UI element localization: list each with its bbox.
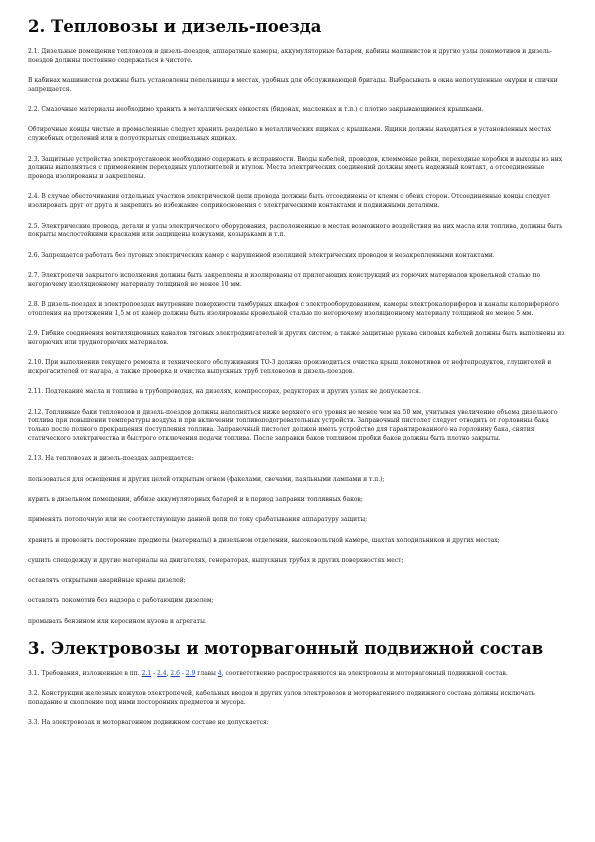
section-2-title: 2. Тепловозы и дизель-поезда [28, 17, 322, 36]
list-item: пользоваться для освещения и других целей открытым огнем (факелами, свечами, паяльными лампами и т.п.); [28, 475, 385, 483]
paragraph: 2.6. Запрещается работать без луговых электрических камер с нарушенной изоляцией электрических проводов и незакрепленными контактами. [28, 251, 495, 259]
paragraph: 3.3. На электровозах и моторвагонном подвижном составе не допускается: [28, 719, 269, 727]
paragraph: 2.8. В дизель-поездах и электропоездах внутренние поверхности тамбурных шкафов с электрооборудованием, камеры электрокалориферов и каналы калориферного отопления на протяжении 1,5 м от камер должны быть изолированы кровельной сталью по негорючему изоляционному материалу толщиной не менее 5 мм. [28, 301, 559, 317]
paragraph: 2.4. В случае обесточивания отдельных участков электрической цепи провода должны быть отсоединены от клемм с обеих сторон. Отсоединенные концы следует изолировать друг от друга и закрепить во избежание соприкосновения с электрическими контактами и подвижными деталями. [28, 193, 551, 210]
link-2-9[interactable]: 2.9 [185, 669, 196, 677]
text-segment: - [179, 669, 186, 677]
list-item: хранить и провозить посторонние предметы (материалы) в дизельном отделении, высоковольтной камере, шахтах холодильников и других местах; [28, 536, 500, 544]
text-segment: , [166, 669, 171, 677]
paragraph: 2.9. Гибкие соединения вентиляционных каналов тяговых электродвигателей и других систем, а также защитные рукава силовых кабелей должны быть выполнены из негорючих или трудногорючих материалов. [28, 330, 565, 346]
paragraph: 3.2. Конструкции железных кожухов электропечей, кабельных вводов и других узлов электровозов и моторвагонного подвижного состава должны исключать попадание и скопление под ними посторонних предметов и мусора. [28, 690, 535, 707]
list-item: промывать бензином или керосином кузова и агрегаты. [28, 617, 207, 625]
link-2-4[interactable]: 2.4 [157, 669, 167, 677]
list-item: применять потопочную или не соответствующую данной цепи по току срабатывания аппаратуру защиты; [28, 516, 368, 524]
paragraph: 2.13. На тепловозах и дизель-поездах запрещается: [28, 455, 194, 463]
paragraph: 2.11. Подтекание масла и топлива в трубопроводах, на дизелях, компрессорах, редукторах и других узлах не допускается. [28, 388, 421, 396]
paragraph: В кабинах машинистов должны быть установлены пепельницы в местах, удобных для обслуживающей бригады. Выбрасывать в окна непотушенные окурки и спички запрещается. [28, 77, 558, 93]
list-item: курить в дизельном помещении, аббизе аккумуляторных батарей и в период заправки топливных баков; [28, 495, 363, 503]
list-item: оставлять локомотив без надзора с работающим дизелем; [28, 597, 214, 605]
list-item: сушить спецодежду и другие материалы на двигателях, генераторах, выпускных трубах и других поверхностях мест; [28, 556, 404, 564]
text-segment: главы [195, 669, 218, 677]
paragraph: 2.10. При выполнении текущего ремонта и технического обслуживания ТО-3 должна производиться очистка крыш локомотивов от нефтепродуктов, глушителей и искрогасителей от нагара, а также проверка и очистка выпускных труб тепловозов и дизель-поездов. [28, 359, 552, 376]
paragraph [28, 670, 569, 679]
paragraph: 2.7. Электропечи закрытого исполнения должны быть закреплены и изолированы от прилегающих конструкций из горючих материалов кровельной сталью по негорючему изоляционному материалу толщиной не менее 10 мм. [28, 271, 541, 288]
paragraph: Обтирочные концы чистые и промасленные следует хранить раздельно в металлических ящиках с крышками. Ящики должны находиться в установленных местах служебных отделений или в полуоткрытых специальных ящиках. [28, 126, 551, 143]
paragraph: 2.5. Электрические провода, детали и узлы электрического оборудования, расположенные в местах возможного воздействия на них масла или топлива, должны быть покрыты маслостойкими красками или защищены кожухами, козырьками и т.п. [28, 222, 563, 239]
list-item: оставлять открытыми аварийные краны дизелей; [28, 577, 186, 585]
document-page [28, 16, 569, 740]
paragraph: 2.1. Дизельные помещения тепловозов и дизель-поездов, аппаратные камеры, аккумуляторные батареи, кабины машинистов и другие узлы локомотивов и дизель-поездов должны постоянно содержаться в чистоте. [28, 48, 552, 64]
section-3-title: 3. Электровозы и моторвагонный подвижной состав [28, 638, 544, 658]
link-2-1[interactable]: 2.1 [141, 669, 152, 677]
link-chapter-4[interactable]: 4 [217, 669, 222, 677]
link-2-6[interactable]: 2.6 [170, 669, 180, 677]
paragraph: 2.3. Защитные устройства электроустановок необходимо содержать в исправности. Вводы кабелей, проводов, клеммовые рейки, переходные коробки и выходы из них должны выполняться с применением переходных уплотнителей и втулок. Места электрических соединений должны иметь надежный контакт, а отсоединенные провода изолированы и закреплены. [28, 155, 563, 181]
text-segment: , соответственно распространяются на электровозы и моторвагонный подвижной состав. [221, 669, 508, 677]
text-segment: 3.1. Требования, изложенные в пп. [28, 669, 142, 677]
text-segment: - [151, 669, 158, 677]
paragraph: 2.2. Смазочные материалы необходимо хранить в металлических емкостях (бидонах, масленках и т.п.) с плотно закрывающимися крышками. [28, 106, 484, 114]
paragraph: 2.12. Топливные баки тепловозов и дизель-поездов должны наполняться ниже верхнего его уровня не менее чем на 50 мм, учитывая увеличение объема дизельного топлива при повышении температуры воздуха и при включении топливоподогревательных устройств. Заправочный пистолет следует отводить от горловины бака только после полного прекращения поступления топлива. Заправочный пистолет должен иметь устройство для гарантированного на горловину бака, снятия статического электричества и быстрого отключения подачи топлива. После заправки баков топливом пробки баков должны быть плотно закрыты. [28, 408, 558, 443]
